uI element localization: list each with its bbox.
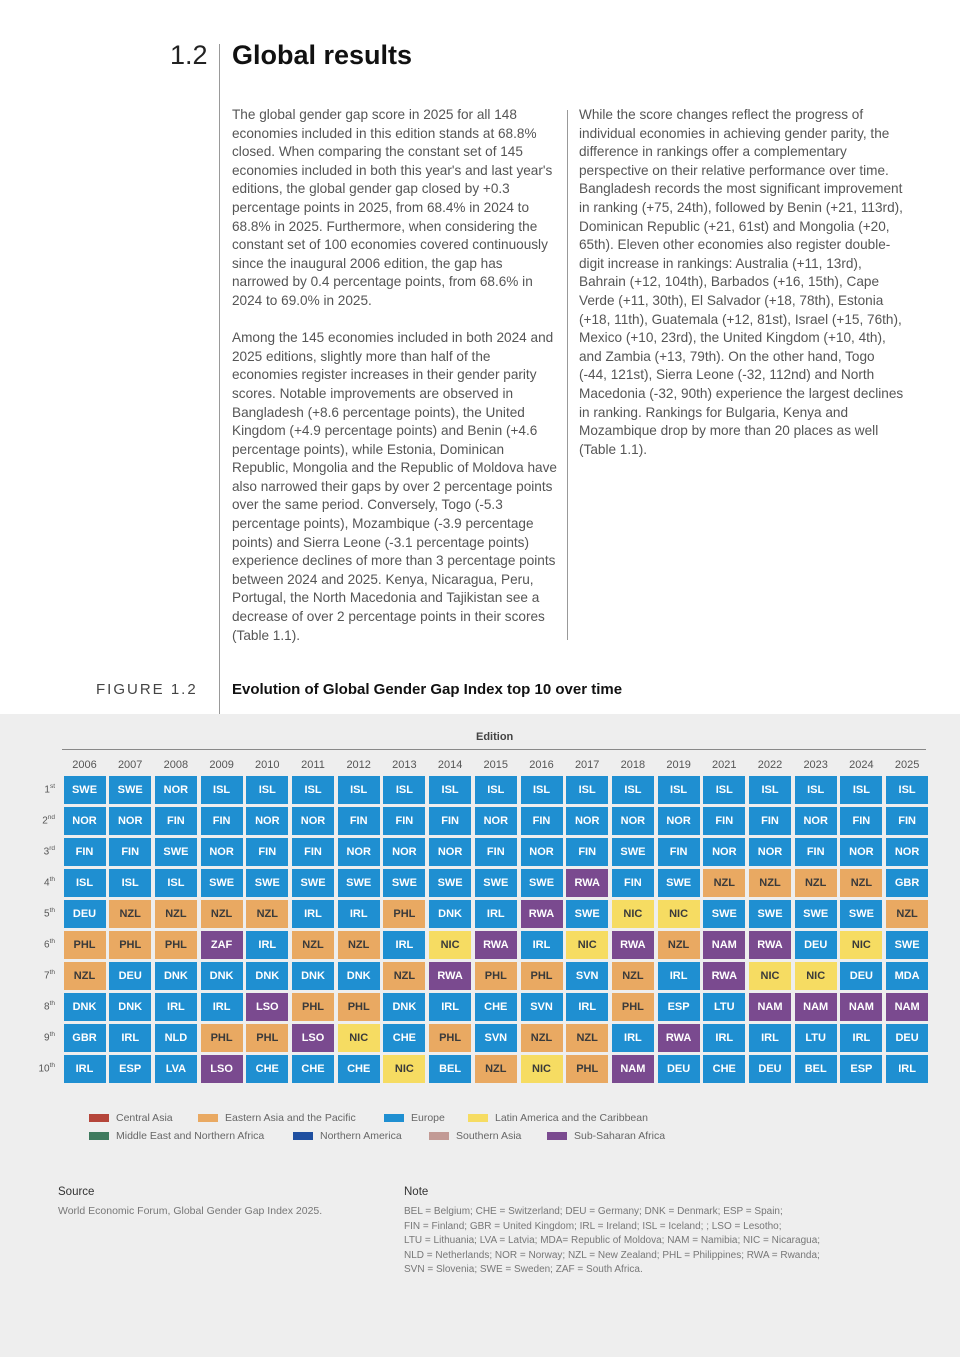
rank-cell: FIN <box>566 838 608 866</box>
rank-cell: IRL <box>521 931 563 959</box>
rank-cell: NOR <box>840 838 882 866</box>
rank-cell: NZL <box>521 1024 563 1052</box>
rank-cell: PHL <box>155 931 197 959</box>
rank-label: 7th <box>44 969 55 982</box>
rank-cell: NZL <box>612 962 654 990</box>
rank-cell: IRL <box>703 1024 745 1052</box>
rank-cell: DEU <box>64 900 106 928</box>
rank-cell: NOR <box>749 838 791 866</box>
rank-cell: FIN <box>155 807 197 835</box>
body-column-left <box>232 106 558 664</box>
rank-cell: FIN <box>201 807 243 835</box>
legend-item-europe <box>384 1112 445 1124</box>
legend-item-central-asia <box>89 1112 173 1124</box>
rank-cell: NAM <box>703 931 745 959</box>
rank-cell: DNK <box>246 962 288 990</box>
rank-cell: NZL <box>795 869 837 897</box>
rank-cell: FIN <box>749 807 791 835</box>
legend-label: Eastern Asia and the Pacific <box>225 1112 356 1124</box>
rank-cell: NOR <box>566 807 608 835</box>
rank-label: 4th <box>44 876 55 889</box>
note-line: LTU = Lithuania; LVA = Latvia; MDA= Republic of Moldova; NAM = Namibia; NIC = Nicaragua; <box>404 1235 821 1247</box>
rank-cell: NOR <box>612 807 654 835</box>
rank-cell: FIN <box>109 838 151 866</box>
rank-cell: SWE <box>64 776 106 804</box>
rank-cell: PHL <box>109 931 151 959</box>
year-label: 2025 <box>894 759 920 771</box>
rank-cell: SWE <box>566 900 608 928</box>
rank-cell: LTU <box>703 993 745 1021</box>
rank-cell: DNK <box>338 962 380 990</box>
rank-cell: NOR <box>703 838 745 866</box>
rank-cell: DNK <box>201 962 243 990</box>
rank-cell: FIN <box>795 838 837 866</box>
rank-cell: PHL <box>475 962 517 990</box>
rank-cell: IRL <box>338 900 380 928</box>
rank-cell: SWE <box>612 838 654 866</box>
rank-cell: NIC <box>749 962 791 990</box>
legend-item-northern-america <box>293 1130 402 1142</box>
rank-cell: PHL <box>64 931 106 959</box>
rank-cell: ESP <box>658 993 700 1021</box>
rank-label: 3rd <box>43 845 55 858</box>
rank-cell: NOR <box>521 838 563 866</box>
rank-cell: CHE <box>246 1055 288 1083</box>
rank-cell: NOR <box>383 838 425 866</box>
rank-cell: NZL <box>383 962 425 990</box>
legend-swatch <box>89 1114 109 1122</box>
rank-cell: MDA <box>886 962 928 990</box>
rank-cell: NOR <box>246 807 288 835</box>
rank-cell: PHL <box>201 1024 243 1052</box>
rank-cell: FIN <box>612 869 654 897</box>
rank-cell: ISL <box>749 776 791 804</box>
rank-label: 6th <box>44 938 55 951</box>
legend-item-middle-east <box>89 1130 264 1142</box>
note-line: NLD = Netherlands; NOR = Norway; NZL = New Zealand; PHL = Philippines; RWA = Rwanda; <box>404 1249 820 1261</box>
rank-cell: DEU <box>109 962 151 990</box>
legend-swatch <box>547 1132 567 1140</box>
rank-cell: NOR <box>338 838 380 866</box>
rank-cell: LSO <box>292 1024 334 1052</box>
paragraph: The global gender gap score in 2025 for all 148 economies included in this edition stands at 68.8% closed. When comparing the constant set of 145 economies included in both this year's and last year's editions, the global gender gap closed by +0.3 percentage points in 2025, from 68.4% in 2024 to 68.8% in 2025. Furthermore, when considering the constant set of 100 economies covered continuously since the inaugural 2006 edition, the gap has narrowed by 0.4 percentage points, from 68.6% in 2024 to 69.0% in 2025. <box>232 107 553 308</box>
note-line: FIN = Finland; GBR = United Kingdom; IRL = Ireland; ISL = Iceland; ; LSO = Lesotho; <box>404 1220 782 1232</box>
rank-cell: CHE <box>383 1024 425 1052</box>
rank-cell: RWA <box>749 931 791 959</box>
rank-cell: IRL <box>246 931 288 959</box>
rank-cell: IRL <box>840 1024 882 1052</box>
rank-cell: BEL <box>429 1055 471 1083</box>
rank-cell: SWE <box>383 869 425 897</box>
rank-cell: IRL <box>155 993 197 1021</box>
rank-cell: SWE <box>338 869 380 897</box>
rank-cell: IRL <box>64 1055 106 1083</box>
rank-cell: SWE <box>658 869 700 897</box>
rank-cell: DEU <box>749 1055 791 1083</box>
rank-cell: IRL <box>566 993 608 1021</box>
legend-swatch <box>89 1132 109 1140</box>
rank-label: 1st <box>44 783 55 796</box>
year-label: 2010 <box>255 759 280 771</box>
rank-cell: DEU <box>840 962 882 990</box>
rank-cell: DNK <box>429 900 471 928</box>
legend-swatch <box>429 1132 449 1140</box>
rank-cell: ISL <box>201 776 243 804</box>
rank-cell: SWE <box>109 776 151 804</box>
rank-cell: SVN <box>566 962 608 990</box>
rank-cell: IRL <box>475 900 517 928</box>
figure-label: FIGURE 1.2 <box>96 681 198 698</box>
legend-swatch <box>384 1114 404 1122</box>
rank-cell: SWE <box>292 869 334 897</box>
rank-cell: ISL <box>64 869 106 897</box>
year-label: 2023 <box>803 759 828 771</box>
rank-cell: DEU <box>658 1055 700 1083</box>
note-text <box>404 1205 874 1278</box>
rank-cell: NOR <box>201 838 243 866</box>
year-label: 2011 <box>301 759 325 771</box>
rank-cell: NAM <box>612 1055 654 1083</box>
rank-cell: SWE <box>749 900 791 928</box>
legend-item-southern-asia <box>429 1130 521 1142</box>
rank-cell: NIC <box>840 931 882 959</box>
rank-cell: SVN <box>521 993 563 1021</box>
rank-cell: PHL <box>612 993 654 1021</box>
rank-cell: NOR <box>155 776 197 804</box>
rank-cell: IRL <box>109 1024 151 1052</box>
rank-cell: IRL <box>429 993 471 1021</box>
legend-swatch <box>198 1114 218 1122</box>
rank-cell: PHL <box>566 1055 608 1083</box>
year-label: 2006 <box>72 759 97 771</box>
rank-cell: CHE <box>338 1055 380 1083</box>
note-line: SVN = Slovenia; SWE = Sweden; ZAF = South Africa. <box>404 1264 643 1276</box>
legend-label: Europe <box>411 1112 445 1124</box>
rank-cell: NZL <box>658 931 700 959</box>
rank-cell: NZL <box>338 931 380 959</box>
rank-cell: NIC <box>521 1055 563 1083</box>
rank-cell: ISL <box>658 776 700 804</box>
rank-cell: NIC <box>658 900 700 928</box>
rank-cell: NAM <box>886 993 928 1021</box>
rank-cell: PHL <box>521 962 563 990</box>
rank-cell: RWA <box>475 931 517 959</box>
rank-cell: PHL <box>292 993 334 1021</box>
legend-swatch <box>468 1114 488 1122</box>
rank-cell: FIN <box>429 807 471 835</box>
rank-cell: BEL <box>795 1055 837 1083</box>
year-label: 2012 <box>346 759 371 771</box>
rank-cell: NZL <box>201 900 243 928</box>
rank-label: 9th <box>44 1031 55 1044</box>
source-text: World Economic Forum, Global Gender Gap Index 2025. <box>58 1205 323 1217</box>
edition-header: Edition <box>476 731 514 743</box>
rank-cell: NZL <box>749 869 791 897</box>
rank-cell: ISL <box>475 776 517 804</box>
rank-cell: DNK <box>383 993 425 1021</box>
rank-cell: ISL <box>840 776 882 804</box>
legend-item-sub-saharan <box>547 1130 665 1142</box>
rank-cell: RWA <box>429 962 471 990</box>
rank-cell: NAM <box>749 993 791 1021</box>
rank-cell: IRL <box>886 1055 928 1083</box>
rank-cell: LSO <box>246 993 288 1021</box>
rank-cell: ISL <box>383 776 425 804</box>
legend-swatch <box>293 1132 313 1140</box>
legend-label: Southern Asia <box>456 1130 522 1142</box>
year-label: 2024 <box>849 759 874 771</box>
rank-cell: NZL <box>886 900 928 928</box>
rank-cell: SWE <box>201 869 243 897</box>
rank-cell: FIN <box>475 838 517 866</box>
legend-label: Middle East and Northern Africa <box>116 1130 265 1142</box>
rank-cell: ZAF <box>201 931 243 959</box>
rank-cell: NIC <box>795 962 837 990</box>
rank-cell: SWE <box>795 900 837 928</box>
rank-cell: ISL <box>246 776 288 804</box>
rank-cell: CHE <box>475 993 517 1021</box>
rank-cell: NZL <box>246 900 288 928</box>
year-label: 2017 <box>574 759 600 771</box>
rank-cell: DNK <box>292 962 334 990</box>
rank-label: 2nd <box>42 814 55 827</box>
year-label: 2013 <box>392 759 417 771</box>
vertical-divider <box>219 44 220 714</box>
rank-cell: NIC <box>566 931 608 959</box>
rank-cell: LSO <box>201 1055 243 1083</box>
paragraph: While the score changes reflect the progress of individual economies in achieving gender parity, the difference in rankings offer a complementary perspective on their relative performance over time. Bangladesh records the most significant improvement in ranking (+75, 24th), followed by Benin (+21, 113rd), Dominican Republic (+21, 61st) and Mongolia (+20, 65th). Eleven other economies also register double-digit increase in rankings: Australia (+11, 13rd), Bahrain (+12, 104th), Barbados (+16, 15th), Cape Verde (+11, 30th), El Salvador (+18, 78th), Estonia (+18, 11th), Guatemala (+12, 81st), Israel (+15, 76th), Mexico (+10, 23rd), the United Kingdom (+10, 4th), and Zambia (+13, 79th). On the other hand, Togo (-44, 121st), Sierra Leone (-32, 112nd) and North Macedonia (-32, 90th) experience the largest declines in ranking. Rankings for Bulgaria, Kenya and Mozambique drop by more than 20 places as well (Table 1.1). <box>579 107 904 457</box>
rank-cell: SWE <box>429 869 471 897</box>
rank-cell: NOR <box>109 807 151 835</box>
rank-cell: ISL <box>338 776 380 804</box>
body-column-right <box>579 106 905 478</box>
rank-cell: SWE <box>886 931 928 959</box>
rank-cell: NZL <box>475 1055 517 1083</box>
rank-cell: NIC <box>612 900 654 928</box>
rank-cell: ISL <box>429 776 471 804</box>
rank-cell: FIN <box>64 838 106 866</box>
rank-cell: NZL <box>109 900 151 928</box>
rank-cell: DNK <box>64 993 106 1021</box>
rank-cell: NIC <box>383 1055 425 1083</box>
legend-item-latin-america <box>468 1112 648 1124</box>
rank-cell: RWA <box>612 931 654 959</box>
rank-cell: FIN <box>886 807 928 835</box>
rank-cell: NIC <box>338 1024 380 1052</box>
rank-label: 10th <box>38 1062 55 1075</box>
rank-cell: ISL <box>612 776 654 804</box>
rank-cell: IRL <box>292 900 334 928</box>
rank-cell: IRL <box>201 993 243 1021</box>
legend-label: Latin America and the Caribbean <box>495 1112 648 1124</box>
rank-cell: NZL <box>155 900 197 928</box>
rank-cell: IRL <box>612 1024 654 1052</box>
year-label: 2021 <box>712 759 737 771</box>
rank-cell: LVA <box>155 1055 197 1083</box>
rank-cell: PHL <box>429 1024 471 1052</box>
rank-cell: GBR <box>886 869 928 897</box>
paragraph: Among the 145 economies included in both 2024 and 2025 editions, slightly more than half of the economies register increases in their gender parity scores. Notable improvements are observed in Bangladesh (+8.6 percentage points), the United Kingdom (+4.9 percentage points) and Benin (+4.6 percentage points), while Estonia, Dominican Republic, Mongolia and the Republic of Moldova have also narrowed their gaps by over 2 percentage points over the same period. Conversely, Togo (-5.3 percentage points), Mozambique (-3.9 percentage points) and Sierra Leone (-3.1 percentage points) experience declines of more than 3 percentage points between 2024 and 2025. Kenya, Nicaragua, Peru, Portugal, the North Macedonia and Tajikistan see a decrease of over 2 percentage points in their scores (Table 1.1). <box>232 330 557 643</box>
figure-title: Evolution of Global Gender Gap Index top 10 over time <box>232 681 623 698</box>
rank-cell: NAM <box>795 993 837 1021</box>
section-number: 1.2 <box>170 40 208 70</box>
rank-cell: NZL <box>703 869 745 897</box>
rank-cell: SWE <box>840 900 882 928</box>
source-heading: Source <box>58 1186 95 1198</box>
rank-label: 8th <box>44 1000 55 1013</box>
rank-cell: FIN <box>840 807 882 835</box>
rank-cell: DNK <box>109 993 151 1021</box>
rank-cell: PHL <box>383 900 425 928</box>
rank-cell: PHL <box>338 993 380 1021</box>
rank-cell: IRL <box>658 962 700 990</box>
rank-cell: ISL <box>886 776 928 804</box>
rank-cell: SWE <box>703 900 745 928</box>
rank-cell: NOR <box>64 807 106 835</box>
rank-cell: RWA <box>566 869 608 897</box>
rank-cell: LTU <box>795 1024 837 1052</box>
rank-cell: FIN <box>292 838 334 866</box>
rank-cell: CHE <box>703 1055 745 1083</box>
year-label: 2018 <box>620 759 646 771</box>
rank-cell: RWA <box>658 1024 700 1052</box>
rank-cell: DEU <box>886 1024 928 1052</box>
legend-label: Central Asia <box>116 1112 173 1124</box>
rank-cell: ESP <box>109 1055 151 1083</box>
rank-cell: ISL <box>566 776 608 804</box>
year-label: 2019 <box>666 759 691 771</box>
rank-cell: NZL <box>64 962 106 990</box>
rank-cell: NOR <box>292 807 334 835</box>
rank-cell: ISL <box>292 776 334 804</box>
rank-cell: SWE <box>246 869 288 897</box>
rank-cell: ISL <box>703 776 745 804</box>
rank-cell: NLD <box>155 1024 197 1052</box>
rank-cell: FIN <box>521 807 563 835</box>
legend-label: Northern America <box>320 1130 402 1142</box>
rank-cell: NOR <box>429 838 471 866</box>
rank-cell: ISL <box>795 776 837 804</box>
rank-cell: ISL <box>521 776 563 804</box>
legend-label: Sub-Saharan Africa <box>574 1130 666 1142</box>
year-label: 2014 <box>437 759 463 771</box>
rank-cell: RWA <box>521 900 563 928</box>
rank-cell: FIN <box>383 807 425 835</box>
rank-cell: DNK <box>155 962 197 990</box>
rank-cell: NOR <box>475 807 517 835</box>
year-label: 2007 <box>117 759 143 771</box>
rank-cell: RWA <box>703 962 745 990</box>
rank-cell: NAM <box>840 993 882 1021</box>
year-label: 2015 <box>483 759 509 771</box>
rank-cell: ISL <box>155 869 197 897</box>
legend-item-eastern-asia <box>198 1112 356 1124</box>
rank-cell: IRL <box>383 931 425 959</box>
rank-cell: ESP <box>840 1055 882 1083</box>
rank-cell: SWE <box>155 838 197 866</box>
column-divider <box>567 110 568 640</box>
rank-cell: FIN <box>703 807 745 835</box>
rank-cell: SVN <box>475 1024 517 1052</box>
rank-cell: PHL <box>246 1024 288 1052</box>
rank-cell: NZL <box>840 869 882 897</box>
rank-cell: SWE <box>521 869 563 897</box>
year-label: 2022 <box>757 759 783 771</box>
year-label: 2016 <box>529 759 554 771</box>
rank-cell: GBR <box>64 1024 106 1052</box>
year-label: 2009 <box>209 759 234 771</box>
rank-cell: NZL <box>292 931 334 959</box>
rank-cell: NOR <box>795 807 837 835</box>
edition-rule <box>62 749 926 750</box>
year-label: 2008 <box>163 759 189 771</box>
rank-cell: NOR <box>658 807 700 835</box>
section-title: Global results <box>232 40 413 70</box>
rank-cell: NOR <box>886 838 928 866</box>
note-line: BEL = Belgium; CHE = Switzerland; DEU = Germany; DNK = Denmark; ESP = Spain; <box>404 1206 783 1217</box>
rank-cell: NIC <box>429 931 471 959</box>
rank-cell: NZL <box>566 1024 608 1052</box>
rank-cell: FIN <box>246 838 288 866</box>
rank-cell: ISL <box>109 869 151 897</box>
rank-label: 5th <box>44 907 55 920</box>
rank-cell: FIN <box>338 807 380 835</box>
rank-cell: DEU <box>795 931 837 959</box>
rank-cell: IRL <box>749 1024 791 1052</box>
rank-cell: FIN <box>658 838 700 866</box>
note-heading: Note <box>404 1186 429 1198</box>
rank-cell: CHE <box>292 1055 334 1083</box>
rank-cell: SWE <box>475 869 517 897</box>
